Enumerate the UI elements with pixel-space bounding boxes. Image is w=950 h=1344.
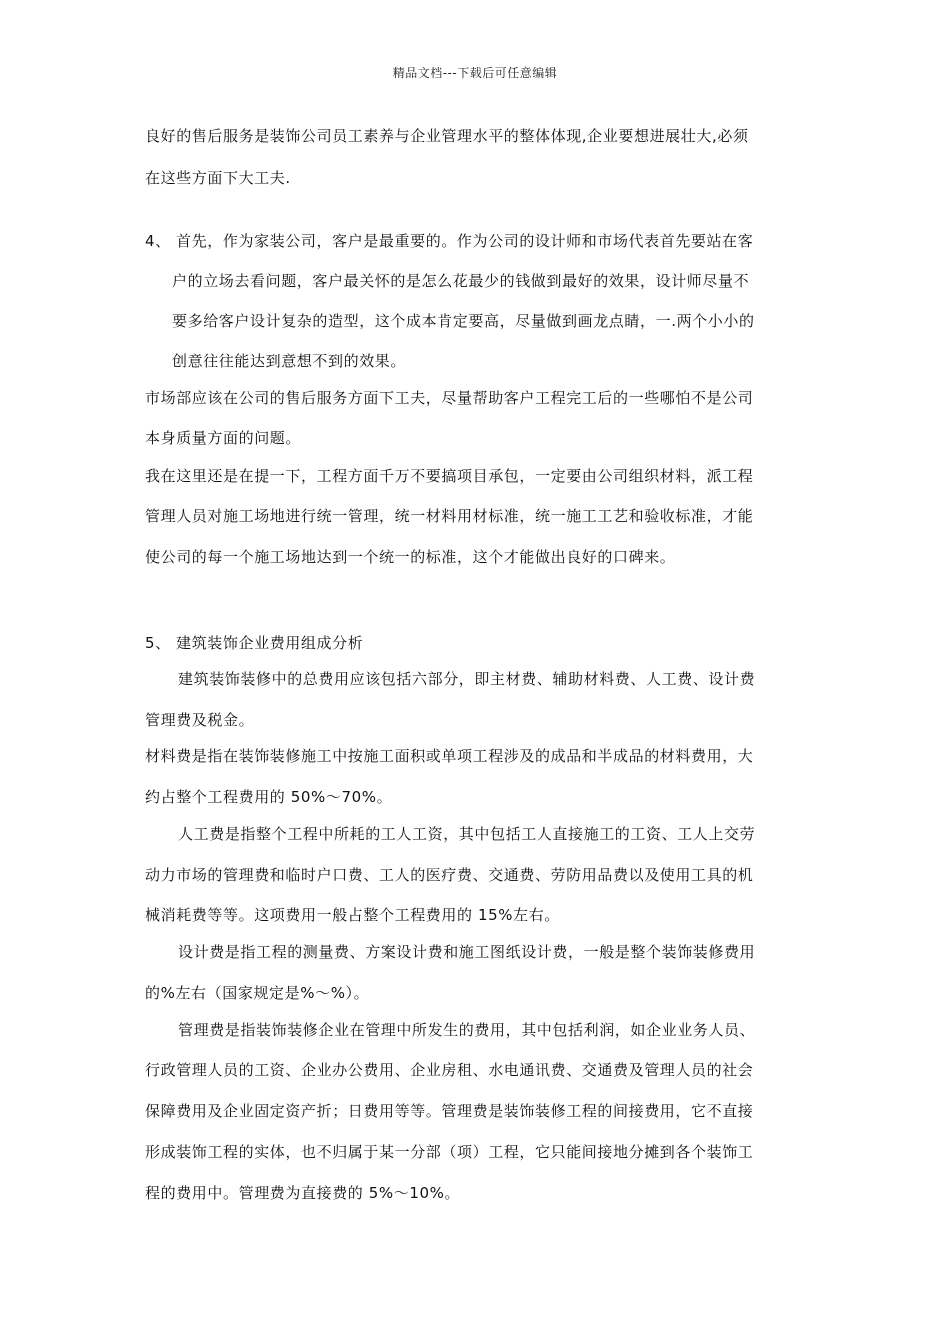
text-line: 械消耗费等等。这项费用一般占整个工程费用的 15%左右。 [145,906,560,924]
text-line: 管理人员对施工场地进行统一管理，统一材料用材标准，统一施工工艺和验收标准，才能 [145,507,754,525]
text-line: 建筑装饰装修中的总费用应该包括六部分，即主材费、辅助材料费、人工费、设计费 [178,670,756,688]
list-item-4-title: 4、 首先，作为家装公司，客户是最重要的。作为公司的设计师和市场代表首先要站在客 [145,232,754,250]
text-line: 在这些方面下大工夫. [145,169,291,187]
text-line: 人工费是指整个工程中所耗的工人工资，其中包括工人直接施工的工资、工人上交劳 [178,825,756,843]
text-line: 形成装饰工程的实体，也不归属于某一分部（项）工程，它只能间接地分摊到各个装饰工 [145,1143,754,1161]
text-line: 动力市场的管理费和临时户口费、工人的医疗费、交通费、劳防用品费以及使用工具的机 [145,866,754,884]
text-line: 行政管理人员的工资、企业办公费用、企业房租、水电通讯费、交通费及管理人员的社会 [145,1061,754,1079]
text-line: 管理费及税金。 [145,711,255,729]
text-line: 约占整个工程费用的 50%～70%。 [145,788,393,806]
text-line: 程的费用中。管理费为直接费的 5%～10%。 [145,1184,461,1202]
text-line: 户的立场去看问题，客户最关怀的是怎么花最少的钱做到最好的效果，设计师尽量不 [172,272,750,290]
page-header: 精品文档---下载后可任意编辑 [392,66,558,80]
text-line: 创意往往能达到意想不到的效果。 [172,352,407,370]
text-line: 要多给客户设计复杂的造型，这个成本肯定要高，尽量做到画龙点睛，一.两个小小的 [172,312,755,330]
text-line: 的%左右（国家规定是%～%）。 [145,984,370,1002]
text-line: 保障费用及企业固定资产折；日费用等等。管理费是装饰装修工程的间接费用，它不直接 [145,1102,754,1120]
text-line: 良好的售后服务是装饰公司员工素养与企业管理水平的整体体现,企业要想进展壮大,必须 [145,127,749,145]
section-5-heading: 5、 建筑装饰企业费用组成分析 [145,634,364,652]
text-line: 管理费是指装饰装修企业在管理中所发生的费用，其中包括利润，如企业业务人员、 [178,1021,756,1039]
text-line: 使公司的每一个施工场地达到一个统一的标准，这个才能做出良好的口碑来。 [145,548,676,566]
text-line: 本身质量方面的问题。 [145,429,302,447]
text-line: 市场部应该在公司的售后服务方面下工夫，尽量帮助客户工程完工后的一些哪怕不是公司 [145,389,754,407]
text-line: 设计费是指工程的测量费、方案设计费和施工图纸设计费，一般是整个装饰装修费用 [178,943,756,961]
text-line: 我在这里还是在提一下，工程方面千万不要搞项目承包，一定要由公司组织材料，派工程 [145,467,754,485]
text-line: 材料费是指在装饰装修施工中按施工面积或单项工程涉及的成品和半成品的材料费用，大 [145,747,754,765]
